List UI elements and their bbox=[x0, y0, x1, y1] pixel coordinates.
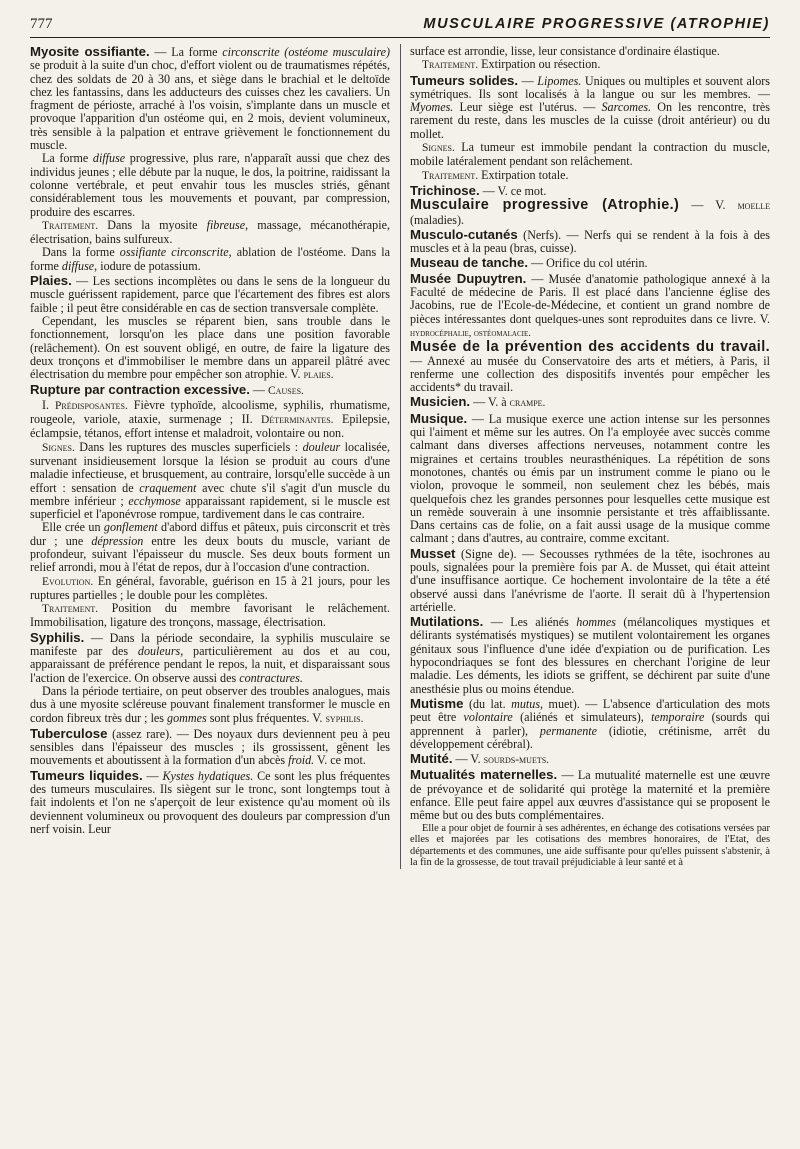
entry-musique bbox=[410, 412, 770, 546]
paragraph bbox=[30, 575, 390, 603]
text-run: — La musique exerce une action intense sur les personnes qui l'aiment et même sur les autres. On l'a employée avec succès comme calmant dans diverses affections nerveuses, notamment contre les migraines et certains troubles neurasthéniques. La répétition de sons monotones, chantés ou émis par un instrument comme le piano ou le violon, provoque le sommeil, non seulement chez les bébés, mais quelquefois chez les grandes personnes pour lesquelles cette musique est un remède souverain à une insomnie persistante et très affaiblissante. Dans certains cas de folie, on a fait aussi usage de la musique comme calmant ; dans d'autres, au contraire, comme excitant. bbox=[410, 411, 770, 546]
entry-musculaire bbox=[410, 199, 770, 227]
text-run: iodure de potassium. bbox=[97, 258, 201, 273]
headword: Musée Dupuytren. bbox=[410, 270, 527, 286]
text-run: moelle bbox=[737, 200, 770, 213]
text-run: (idiotie, crétinisme, arrêt du développement cérébral). bbox=[410, 723, 770, 751]
page-number: 777 bbox=[30, 16, 53, 32]
text-run: Fièvre typhoïde, alcoolisme, syphilis, rhumatisme, rougeole, variole, ataxie, surmenage ; II. bbox=[30, 397, 390, 427]
text-run: — La forme bbox=[149, 45, 223, 59]
text-run: hydrocéphalie, ostéomalacie. bbox=[410, 327, 531, 339]
entry-musicien bbox=[410, 395, 770, 410]
text-run: Epilepsie, éclampsie, tétanos, effort intense et maladroit, volontaire ou non. bbox=[30, 412, 390, 441]
left-column bbox=[30, 44, 390, 869]
text-run: Signes. bbox=[422, 142, 455, 155]
text-run: diffuse, bbox=[61, 258, 98, 273]
text-run: gonflement bbox=[103, 520, 158, 535]
text-run: (Nerfs). — Nerfs qui se rendent à la fois à des muscles et à la peau (bras, cuisse). bbox=[410, 227, 770, 256]
text-run: entre les deux bouts du muscle, variant de profondeur, suivant l'épaisseur du muscle. Ses deux bouts forment un relief arrondi, mou à l'état de repos, dur à l'occasion d'une contraction. bbox=[30, 533, 390, 575]
headword: Trichinose. bbox=[410, 182, 480, 198]
entry-tuberculose bbox=[30, 727, 390, 768]
headword: Syphilis. bbox=[30, 629, 85, 645]
running-head bbox=[30, 16, 770, 38]
headword: Musicien. bbox=[410, 394, 471, 410]
text-run: I. bbox=[42, 397, 55, 412]
entry-mutualites bbox=[410, 768, 770, 822]
text-run: muet). — L'absence d'articulation des mots peut être bbox=[410, 696, 770, 725]
entry-trichinose bbox=[410, 184, 770, 198]
text-run: permanente bbox=[539, 723, 597, 738]
text-run: crampe. bbox=[509, 397, 546, 410]
entry-mutilations bbox=[410, 615, 770, 696]
paragraph bbox=[30, 246, 390, 273]
text-run: — V. bbox=[452, 752, 484, 767]
text-run: Traitement. bbox=[422, 59, 479, 72]
text-run: sourds-muets. bbox=[483, 754, 550, 767]
headword: Plaies. bbox=[30, 273, 72, 289]
text-run: (aliénés et simulateurs), bbox=[512, 710, 652, 725]
text-run: ablation de l'ostéome. Dans la forme bbox=[30, 245, 390, 273]
text-run: — La mutualité maternelle est une œuvre de prévoyance et de solidarité qui protège la maternité et la première enfance. Elle peut faire appel aux œuvres d'assistance qui se proposent le même but ou des buts complémentaires. bbox=[410, 768, 771, 823]
text-run: Elle crée un bbox=[42, 520, 104, 535]
entry-mutite bbox=[410, 752, 770, 767]
text-run: avec chute s'il s'agit d'un muscle du membre inférieur ; bbox=[30, 480, 390, 508]
paragraph bbox=[30, 315, 390, 382]
running-title: MUSCULAIRE PROGRESSIVE (ATROPHIE) bbox=[423, 16, 770, 32]
paragraph bbox=[410, 58, 770, 72]
text-run: surface est arrondie, lisse, leur consistance d'ordinaire élastique. bbox=[410, 44, 720, 58]
headword: Rupture par contraction excessive. bbox=[30, 382, 250, 398]
text-run: Traitement. bbox=[42, 219, 99, 232]
headword: Museau de tanche. bbox=[410, 255, 528, 271]
text-run: Extirpation totale. bbox=[478, 167, 569, 182]
text-run: V. ce mot. bbox=[314, 753, 366, 768]
text-run: diffuse bbox=[92, 151, 126, 166]
text-run: Dans les ruptures des muscles superficiels : bbox=[74, 439, 303, 454]
text-run: douleur bbox=[302, 439, 341, 454]
paragraph bbox=[30, 152, 390, 218]
text-run: (maladies). bbox=[410, 212, 465, 227]
text-run: — V. à bbox=[470, 395, 510, 410]
headword: Musique. bbox=[410, 410, 468, 426]
text-run: craquement bbox=[139, 480, 197, 495]
text-run: Causes. bbox=[268, 385, 304, 398]
entry-myosite bbox=[30, 45, 390, 152]
text-run: hommes bbox=[576, 615, 616, 630]
text-run: mutus, bbox=[511, 696, 544, 711]
entry-syphilis bbox=[30, 631, 390, 685]
text-run: se produit à la suite d'un choc, d'effort violent ou de traumatismes répétés, chez des soldats de 20 à 30 ans, et siège dans le brachial et le deltoïde chez les fantassins, dans les adducteurs des cuisses chez les cavaliers. Un fragment de périoste, arraché à l'os voisin, s'implante dans un muscle et provoque l'apparition d'un ostéome qui, en 2 mois, devient volumineux, très sensible à la palpation et entrave grièvement le fonctionnement du muscle. bbox=[30, 58, 390, 153]
text-run: (sourds qui apprennent à parler), bbox=[410, 710, 770, 738]
text-run: Ce sont les plus fréquentes des tumeurs musculaires. Ils siègent sur le tronc, sont longtemps tout à fait indolents et l'on ne s'aperçoit de leur existence qu'au moment où ils deviennent volumineux ou provoquent des douleurs par compression d'un nerf voisin. Leur bbox=[30, 768, 390, 836]
text-run: Myomes. bbox=[410, 100, 454, 115]
entry-rupture bbox=[30, 383, 390, 398]
entry-tumeurs-solides bbox=[410, 74, 770, 141]
text-run: syphilis. bbox=[325, 712, 364, 725]
headword: Musculo-cutanés bbox=[410, 226, 518, 242]
text-run: — Dans la période secondaire, la syphilis musculaire se manifeste par des bbox=[30, 630, 390, 659]
two-column-body bbox=[30, 44, 770, 869]
text-run: Prédisposantes. bbox=[55, 399, 128, 412]
text-run: volontaire bbox=[463, 710, 513, 725]
headword: Tumeurs solides. bbox=[410, 72, 519, 88]
text-run: froid. bbox=[288, 753, 315, 768]
text-run: Dans la période tertiaire, on peut observer des troubles analogues, mais dus à une myosite scléreuse pouvant finalement transformer le muscle en cordon fibreux très dur ; les bbox=[30, 683, 390, 725]
text-run: ecchymose bbox=[128, 493, 181, 508]
headword: Myosite ossifiante. bbox=[30, 44, 150, 59]
text-run: En général, favorable, guérison en 15 à 21 jours, pour les ruptures partielles ; le double pour les complètes. bbox=[30, 573, 390, 602]
text-run: La tumeur est immobile pendant la contraction du muscle, mobile latéralement pendant son relâchement. bbox=[410, 140, 770, 169]
text-run: Extirpation ou résection. bbox=[478, 57, 601, 72]
paragraph bbox=[30, 399, 390, 441]
text-run: — Les aliénés bbox=[483, 615, 577, 630]
text-run: Uniques ou multiples et souvent alors symétriques. Ils sont localisés à la langue ou sur les membres. — bbox=[410, 73, 771, 101]
headword: Mutité. bbox=[410, 751, 453, 767]
text-run: (mélancoliques mystiques et délirants systématisés mystiques) se mutilent volontairement les organes génitaux sous l'influence d'une idée d'expiation ou de purification. Les hypocondriaques se font des blessures en cherchant l'origine de leur maladie. Les déments, les idiots se griffent, se déchirent par suite d'une anesthésie plus ou moins étendue. bbox=[410, 615, 770, 696]
text-run: — Orifice du col utérin. bbox=[528, 256, 648, 271]
text-run: d'abord diffus et pâteux, puis circonscrit et très dur ; une bbox=[30, 520, 390, 548]
text-run: Traitement. bbox=[422, 169, 479, 182]
text-run: — bbox=[249, 383, 269, 398]
text-run: douleurs, bbox=[137, 644, 184, 659]
text-run: On les rencontre, très rarement du reste, dans les muscles de la cuisse (droit antérieur) ou du mollet. bbox=[410, 100, 771, 141]
text-run: Déterminantes. bbox=[261, 414, 334, 427]
text-run: — bbox=[518, 73, 538, 88]
text-run: (Signe de). — Secousses rythmées de la tête, isochrones au pouls, signalées pour la première fois par A. de Musset, qui était atteint d'une insuffisance aortique. Ce hochement involontaire de la tête a été observé aussi dans l'anévrisme de l'aorte. Il serait dû à l'hypertension artérielle. bbox=[410, 546, 770, 614]
text-run: Dans la myosite bbox=[98, 217, 207, 232]
text-run: localisée, survenant insidieusement lorsque la lésion se produit au cours d'une maladie infectieuse, et brusquement, au contraire, lorsqu'elle succède à un effort : sensation de bbox=[30, 439, 391, 495]
paragraph bbox=[410, 141, 770, 169]
text-run: contractures. bbox=[239, 670, 303, 685]
text-run: dépression bbox=[91, 533, 144, 548]
text-run: Dans la forme bbox=[42, 245, 120, 260]
paragraph bbox=[30, 685, 390, 726]
headword: Mutilations. bbox=[410, 614, 484, 630]
text-run: massage, mécanothérapie, électrisation, bains sulfureux. bbox=[30, 217, 390, 247]
headword: Mutisme bbox=[410, 695, 464, 711]
text-run: gommes bbox=[167, 710, 207, 725]
headword: Tuberculose bbox=[30, 725, 108, 741]
text-run: — V. bbox=[679, 198, 738, 213]
paragraph bbox=[30, 219, 390, 247]
text-run: particulièrement au dos et au cou, apparaissant de préférence pendant le repos, la nuit, et disparaissant sous l'action de l'exercice. On observe aussi des bbox=[30, 644, 390, 685]
text-run: — Les sections incomplètes ou dans le sens de la longueur du muscle guérissent rapidement, parce que l'écartement des fibres est alors faible ; il peut être considérable en cas de section transversale complète. bbox=[30, 274, 390, 315]
text-run: progressive, plus rare, n'apparaît aussi que chez des individus jeunes ; elle débute par la nuque, le dos, la poitrine, raidissant la colonne vertébrale, et peut envahir tous les muscles striés, gênant considérablement tous les mouvements et pouvant, par compression, produire des escarres. bbox=[30, 151, 390, 219]
paragraph bbox=[410, 45, 770, 58]
paragraph bbox=[410, 169, 770, 183]
text-run: — V. ce mot. bbox=[479, 183, 547, 198]
column-divider bbox=[400, 44, 401, 869]
headword: Musculaire progressive (Atrophie.) bbox=[410, 197, 680, 214]
paragraph bbox=[30, 602, 390, 630]
headword: Tumeurs liquides. bbox=[30, 767, 143, 783]
text-run: — bbox=[142, 768, 163, 783]
text-run: ossifiante circonscrite, bbox=[119, 245, 232, 260]
entry-museau bbox=[410, 256, 770, 270]
text-run: sont plus fréquentes. V. bbox=[206, 710, 326, 725]
text-run: plaies. bbox=[303, 369, 334, 382]
entry-tumeurs-liquides bbox=[30, 769, 390, 836]
text-run: Lipomes. bbox=[537, 73, 582, 88]
entry-plaies bbox=[30, 274, 390, 315]
text-run: circonscrite (ostéome musculaire) bbox=[222, 45, 390, 59]
entry-mutisme bbox=[410, 697, 770, 751]
headword: Mutualités maternelles. bbox=[410, 767, 558, 783]
text-run: Sarcomes. bbox=[601, 100, 652, 115]
text-run: Traitement. bbox=[42, 603, 99, 616]
text-run: — Musée d'anatomie pathologique annexé à la Faculté de médecine de Paris. Il est placé dans l'ancienne église des Jacobins, rue de l'Ecole-de-Médecine, et contient un grand nombre de pièces intéressantes dont quelques-unes sont reproduites dans ce livre. V. bbox=[410, 271, 770, 326]
entry-musset bbox=[410, 547, 770, 614]
text-run: apparaissant rapidement, si le muscle est superficiel et l'aponévrose rompue, tardivement dans le cas contraire. bbox=[30, 493, 390, 522]
headword: Musée de la prévention des accidents du travail. bbox=[410, 339, 770, 356]
text-run: La forme bbox=[42, 151, 93, 166]
entry-musee-prevention bbox=[410, 341, 770, 394]
text-run: Evolution. bbox=[42, 575, 94, 588]
paragraph bbox=[30, 441, 390, 522]
text-run: — Annexé au musée du Conservatoire des arts et métiers, à Paris, il renferme une collection des dispositifs inventés pour empêcher les accidents* du travail. bbox=[410, 353, 770, 395]
small-print-paragraph: Elle a pour objet de fournir à ses adhérentes, en échange des cotisations versées par elles et majorées par les cotisations des membres honoraires, de l'Etat, des départements et des communes, une aide suffisante pour qu'elles puissent s'abstenir, à la fin de la grossesse, de tout travail préjudiciable à leur santé et à bbox=[410, 822, 770, 869]
text-run: Position du membre favorisant le relâchement. Immobilisation, ligature des tronçons, massage, électrisation. bbox=[30, 601, 390, 630]
text-run: fibreuse, bbox=[206, 217, 249, 232]
right-column bbox=[410, 44, 770, 869]
text-run: (assez rare). — Des noyaux durs deviennent peu à peu sensibles dans l'épaisseur des muscles ; ils grossissent, gênent les mouvements et aboutissent à la formation d'un abcès bbox=[30, 726, 390, 768]
text-run: Signes. bbox=[42, 441, 75, 454]
text-run: Cependant, les muscles se réparent bien, sans trouble dans le fonctionnement, lorsqu'on les place dans une position favorable (relâchement). On est souvent obligé, en outre, de faire la ligature des deux tronçons et d'immobiliser le membre dans un appareil plâtré avec électrisation du membre pour empêcher son atrophie. V. bbox=[30, 313, 390, 382]
text-run: temporaire bbox=[651, 710, 705, 725]
text-run: Kystes hydatiques. bbox=[162, 768, 254, 783]
text-run: (du lat. bbox=[463, 696, 512, 711]
paragraph bbox=[30, 521, 390, 574]
entry-musee-dupuytren bbox=[410, 272, 770, 340]
text-run: Leur siège est l'utérus. — bbox=[453, 100, 602, 115]
headword: Musset bbox=[410, 545, 456, 561]
entry-musculo-cutanes bbox=[410, 228, 770, 256]
